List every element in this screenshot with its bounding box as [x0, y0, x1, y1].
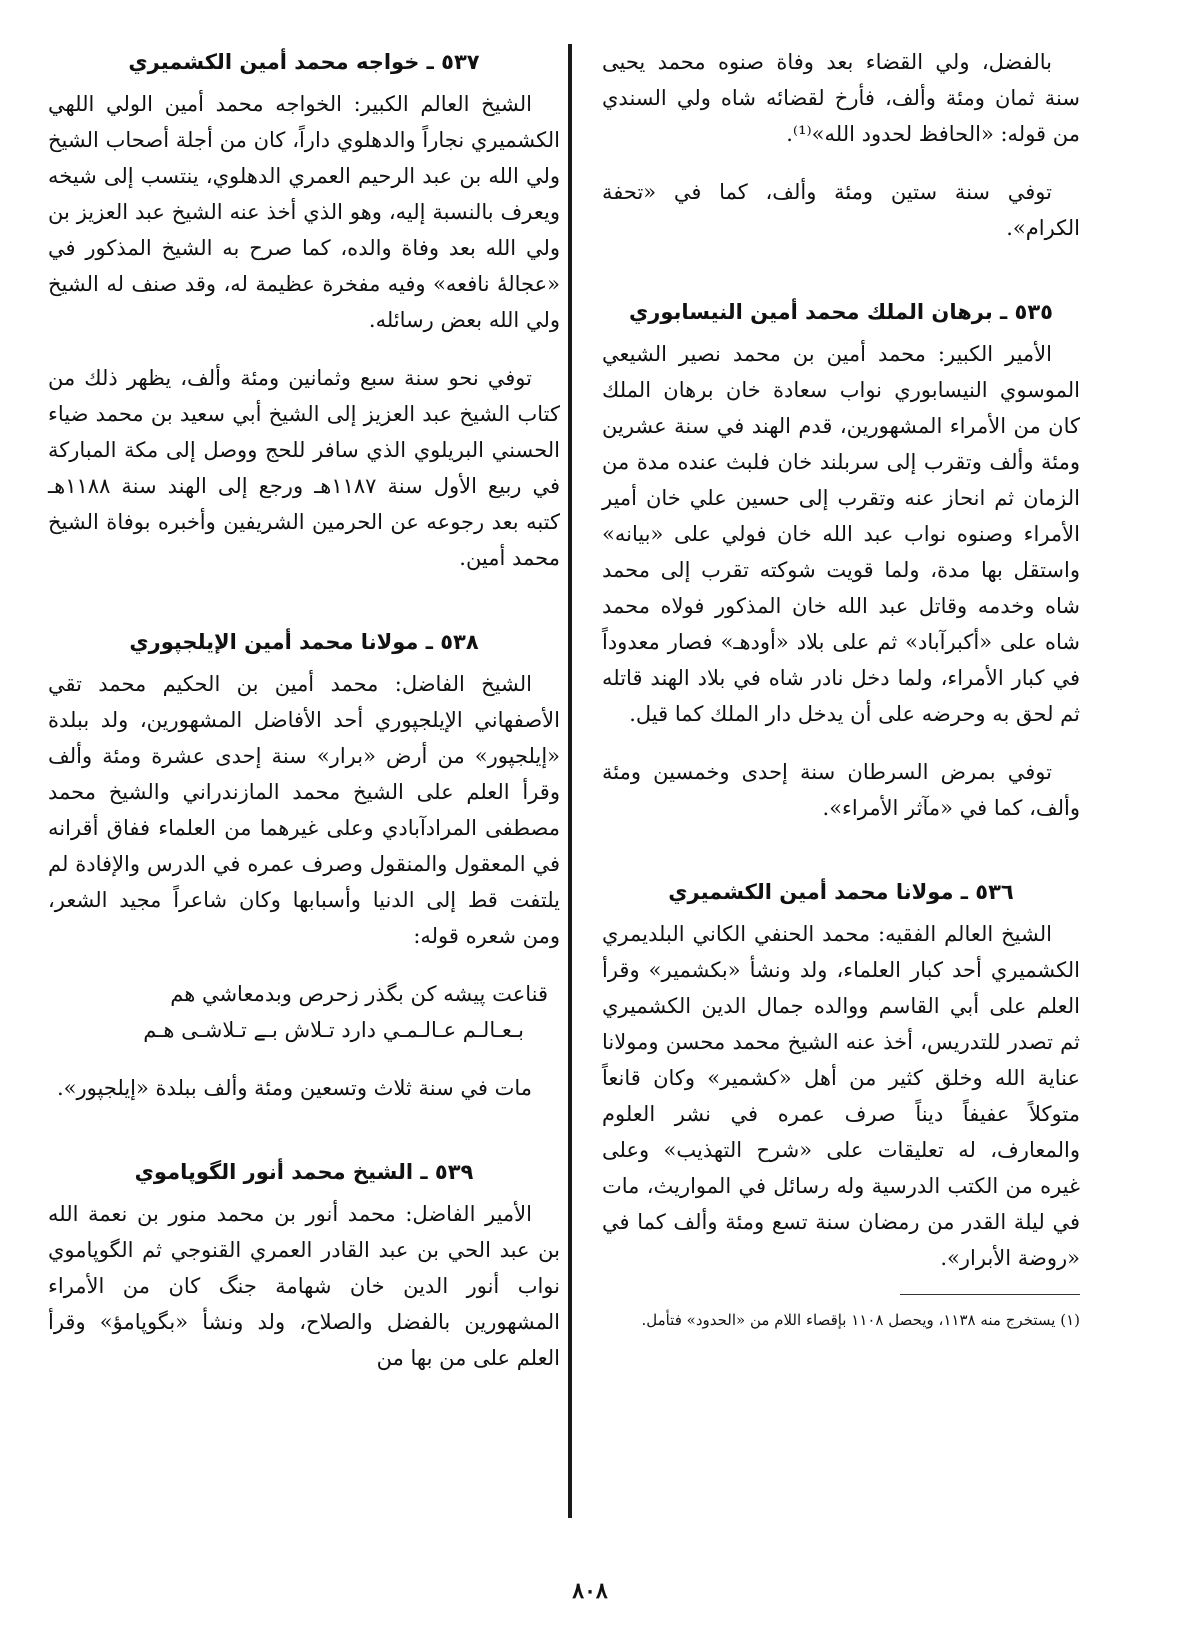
left-column	[48, 44, 560, 1376]
footnote: (١) يستخرج منه ١١٣٨، ويحصل ١١٠٨ بإقصاء اللام من «الحدود» فتأمل.	[641, 1311, 1080, 1329]
entry-body-535: الأمير الكبير: محمد أمين بن محمد نصير الشيعي الموسوي النيسابوري نواب سعادة خان برهان الملك كان من الأمراء المشهورين، قدم الهند في سنة عشرين ومئة وألف وتقرب إلى سربلند خان فلبث عنده مدة من الزمان ثم انحاز عنه وتقرب إلى حسين علي خان أمير الأمراء وصنوه نواب عبد الله خان فولي على «بيانه» واستقل بها مدة، ولما قويت شوكته تقرب إلى محمد شاه وخدمه وقاتل عبد الله خان المذكور فولاه محمد شاه على «أكبرآباد» ثم على بلاد «أودهـ» فصار معدوداً في كبار الأمراء، ولما دخل نادر شاه في بلاد الهند قاتله ثم لحق به وحرضه على أن يدخل دار الملك كما قيل.	[602, 342, 1080, 726]
entry-heading-536: ٥٣٦ ـ مولانا محمد أمين الكشميري	[668, 880, 1014, 904]
page-number: ٨٠٨	[572, 1578, 608, 1604]
entry-death-538: مات في سنة ثلاث وتسعين ومئة وألف ببلدة «إيلجپور».	[56, 1076, 532, 1100]
death-note-534: توفي سنة ستين ومئة وألف، كما في «تحفة الكرام».	[602, 180, 1080, 240]
footnote-rule	[900, 1294, 1080, 1295]
entry-body-539: الأمير الفاضل: محمد أنور بن محمد منور بن نعمة الله بن عبد الحي بن عبد القادر العمري القنوجي ثم الگوپاموي نواب أنور الدين خان شهامة جنگ كان من الأمراء المشهورين بالفضل والصلاح، ولد ونشأ «بگوپامؤ» وقرأ العلم على من بها من	[48, 1202, 560, 1370]
entry-body-537: الشيخ العالم الكبير: الخواجه محمد أمين الولي اللهي الكشميري نجاراً والدهلوي داراً، كان من أجلة أصحاب الشيخ ولي الله بن عبد الرحيم العمري الدهلوي، ينتسب إلى شيخه ويعرف بالنسبة إليه، وهو الذي أخذ عنه الشيخ عبد العزيز بن ولي الله بعد وفاة والده، كما صرح به الشيخ المذكور في «عجالهٔ نافعه» وفيه مفخرة عظيمة له، وقد صنف له الشيخ ولي الله بعض رسائله.	[48, 92, 560, 332]
right-column	[602, 44, 1080, 1335]
column-divider	[568, 44, 572, 1518]
entry-body-536: الشيخ العالم الفقيه: محمد الحنفي الكاني البلديمري الكشميري أحد كبار العلماء، ولد ونشأ «بكشمير» وقرأ العلم على أبي القاسم ووالده جمال الدين الكشميري ثم تصدر للتدريس، أخذ عنه الشيخ محمد محسن ومولانا عناية الله وخلق كثير من أهل «كشمير» وكان قانعاً متوكلاً عفيفاً ديناً صرف عمره في نشر العلوم والمعارف، له تعليقات على «شرح التهذيب» وعلى غيره من الكتب الدرسية وله رسائل في المواريث، مات في ليلة القدر من رمضان سنة تسع ومئة وألف كما في «روضة الأبرار».	[602, 922, 1080, 1270]
entry-death-537: توفي نحو سنة سبع وثمانين ومئة وألف، يظهر ذلك من كتاب الشيخ عبد العزيز إلى الشيخ أبي سعيد بن محمد ضياء الحسني البريلوي الذي سافر للحج ووصل إلى مكة المباركة في ربيع الأول سنة ١١٨٧هـ ورجع إلى الهند سنة ١١٨٨هـ كتبه بعد رجوعه عن الحرمين الشريفين وأخبره بوفاة الشيخ محمد أمين.	[48, 366, 560, 570]
entry-heading-538: ٥٣٨ ـ مولانا محمد أمين الإيلجپوري	[129, 630, 479, 654]
entry-death-535: توفي بمرض السرطان سنة إحدى وخمسين ومئة وألف، كما في «مآثر الأمراء».	[602, 760, 1080, 820]
verse-line-2: بـعـالـم عـالـمـي دارد تـلاش بـے تـلاشـى هـم	[143, 1018, 524, 1042]
continuation-paragraph: بالفضل، ولي القضاء بعد وفاة صنوه محمد يحيى سنة ثمان ومئة وألف، فأرخ لقضائه شاه ولي السندي من قوله: «الحافظ لحدود الله»⁽¹⁾.	[602, 50, 1080, 146]
entry-heading-535: ٥٣٥ ـ برهان الملك محمد أمين النيسابوري	[629, 300, 1053, 324]
entry-body-538: الشيخ الفاضل: محمد أمين بن الحكيم محمد تقي الأصفهاني الإيلجپوري أحد الأفاضل المشهورين، ولد ببلدة «إيلجپور» من أرض «برار» سنة إحدى عشرة ومئة وألف وقرأ العلم على الشيخ محمد المازندراني والشيخ محمد مصطفى المرادآبادي وعلى غيرهما من العلماء ففاق أقرانه في المعقول والمنقول وصرف عمره في الدرس والإفادة لم يلتفت قط إلى الدنيا وأسبابها وكان شاعراً مجيد الشعر، ومن شعره قوله:	[48, 672, 560, 948]
entry-heading-539: ٥٣٩ ـ الشيخ محمد أنور الگوپاموي	[134, 1160, 474, 1184]
entry-heading-537: ٥٣٧ ـ خواجه محمد أمين الكشميري	[128, 50, 480, 74]
verse-line-1: قناعت پيشه كن بگذر زحرص وبدمعاشي هم	[170, 982, 548, 1006]
